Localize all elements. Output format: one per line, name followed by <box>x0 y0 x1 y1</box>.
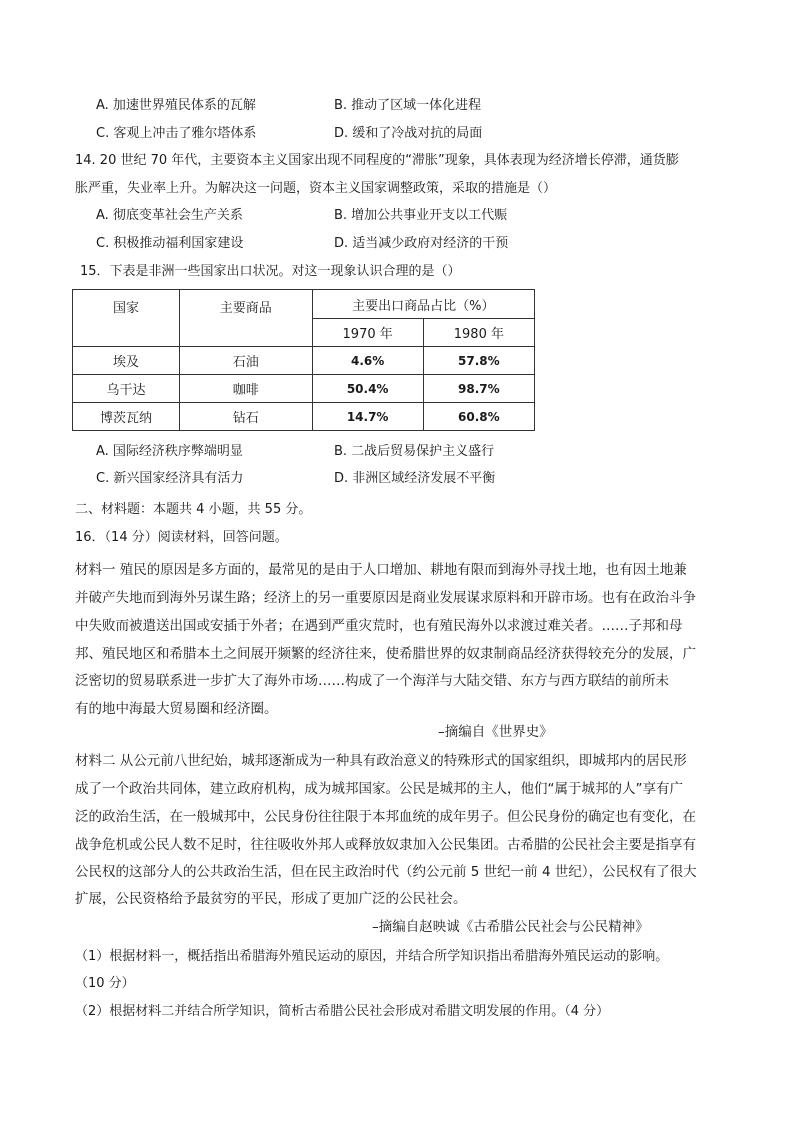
table-cell-1980: 98.7% <box>423 375 534 403</box>
material-2-source: –摘编自赵映诚《古希腊公民社会与公民精神》 <box>372 919 649 935</box>
q14-option-d: D. 适当减少政府对经济的干预 <box>334 236 509 251</box>
q16-subquestion-1: （1）根据材料一，概括指出希腊海外殖民运动的原因，并结合所学知识指出希腊海外殖民运动的影响。 <box>75 949 669 964</box>
table-row <box>73 347 535 375</box>
table-header-year-1970: 1970 年 <box>312 319 423 347</box>
material-2-line: 成了一个政治共同体，建立政府机构，成为城邦国家。公民是城邦的主人，他们“属于城邦的人”享有广 <box>75 781 683 797</box>
material-2-line: 扩展，公民资格给予最贫穷的平民，形成了更加广泛的公民社会。 <box>75 891 467 907</box>
material-1-line: 邦、殖民地区和希腊本土之间展开频繁的经济往来，使希腊世界的奴隶制商品经济获得较充分的发展，广 <box>75 646 696 662</box>
table-cell-country: 乌干达 <box>73 375 180 403</box>
q15-option-d: D. 非洲区域经济发展不平衡 <box>334 471 496 486</box>
q16-subquestion-1-points: （10 分） <box>75 976 135 991</box>
material-2-line: 战争危机或公民人数不足时，往往吸收外邦人或释放奴隶加入公民集团。古希腊的公民社会主要是指享有 <box>75 837 696 853</box>
table-cell-goods: 咖啡 <box>179 375 312 403</box>
table-cell-goods: 钻石 <box>179 403 312 431</box>
q16-subquestion-2: （2）根据材料二并结合所学知识，简析古希腊公民社会形成对希腊文明发展的作用。（4 分） <box>75 1004 610 1019</box>
section-heading: 二、材料题：本题共 4 小题，共 55 分。 <box>75 502 312 517</box>
table-header-share: 主要出口商品占比（%） <box>312 290 534 319</box>
q13-option-c: C. 客观上冲击了雅尔塔体系 <box>96 126 257 141</box>
material-1-line: 材料一 殖民的原因是多方面的，最常见的是由于人口增加、耕地有限而到海外寻找土地，也有因土地兼 <box>75 562 687 578</box>
q13-option-d: D. 缓和了冷战对抗的局面 <box>334 126 483 141</box>
material-2-line: 泛的政治生活，在一般城邦中，公民身份往往限于本邦血统的成年男子。但公民身份的确定也有变化，在 <box>75 809 696 825</box>
q14-stem-line-2: 胀严重，失业率上升。为解决这一问题，资本主义国家调整政策，采取的措施是（） <box>75 181 557 196</box>
table-cell-1970: 14.7% <box>312 403 423 431</box>
q14-option-c: C. 积极推动福利国家建设 <box>96 236 244 251</box>
q15-option-a: A. 国际经济秩序弊端明显 <box>96 444 243 459</box>
table-cell-goods: 石油 <box>179 347 312 375</box>
table-cell-1970: 4.6% <box>312 347 423 375</box>
q14-stem-line-1: 14. 20 世纪 70 年代，主要资本主义国家出现不同程度的“滞胀”现象，具体表现为经济增长停滞，通货膨 <box>75 153 679 168</box>
q16-heading: 16．（14 分）阅读材料，回答问题。 <box>75 530 288 545</box>
q15-export-table <box>72 289 535 431</box>
table-header-goods: 主要商品 <box>179 290 312 347</box>
material-1-source: –摘编自《世界史》 <box>438 724 553 740</box>
q14-option-a: A. 彻底变革社会生产关系 <box>96 208 243 223</box>
table-cell-country: 博茨瓦纳 <box>73 403 180 431</box>
table-cell-1980: 57.8% <box>423 347 534 375</box>
material-1-line: 中失败而被遣送出国或安插于外者；在遇到严重灾荒时，也有殖民海外以求渡过难关者。……子邦和母 <box>75 618 683 634</box>
table-header-year-1980: 1980 年 <box>423 319 534 347</box>
q15-option-b: B. 二战后贸易保护主义盛行 <box>334 444 495 459</box>
material-2-line: 材料二 从公元前八世纪始，城邦逐渐成为一种具有政治意义的特殊形式的国家组织，即城邦内的居民形 <box>75 753 687 769</box>
material-1-line: 有的地中海最大贸易圈和经济圈。 <box>75 701 278 717</box>
q13-option-a: A. 加速世界殖民体系的瓦解 <box>96 98 256 113</box>
table-cell-1970: 50.4% <box>312 375 423 403</box>
table-row <box>73 375 535 403</box>
q14-option-b: B. 增加公共事业开支以工代赈 <box>334 208 508 223</box>
material-2-line: 公民权的这部分人的公共政治生活，但在民主政治时代（约公元前 5 世纪一前 4 世纪），公民权有了很大 <box>75 864 697 880</box>
table-header-country: 国家 <box>73 290 180 347</box>
material-1-line: 泛密切的贸易联系进一步扩大了海外市场……构成了一个海洋与大陆交错、东方与西方联结的前所未 <box>75 673 669 689</box>
material-1-line: 并破产失地而到海外另谋生路；经济上的另一重要原因是商业发展谋求原料和开辟市场。也有在政治斗争 <box>75 590 696 606</box>
table-cell-1980: 60.8% <box>423 403 534 431</box>
q13-option-b: B. 推动了区域一体化进程 <box>334 98 482 113</box>
q15-stem: 15．下表是非洲一些国家出口状况。对这一现象认识合理的是（） <box>80 264 461 279</box>
table-row <box>73 403 535 431</box>
q15-option-c: C. 新兴国家经济具有活力 <box>96 471 244 486</box>
table-cell-country: 埃及 <box>73 347 180 375</box>
